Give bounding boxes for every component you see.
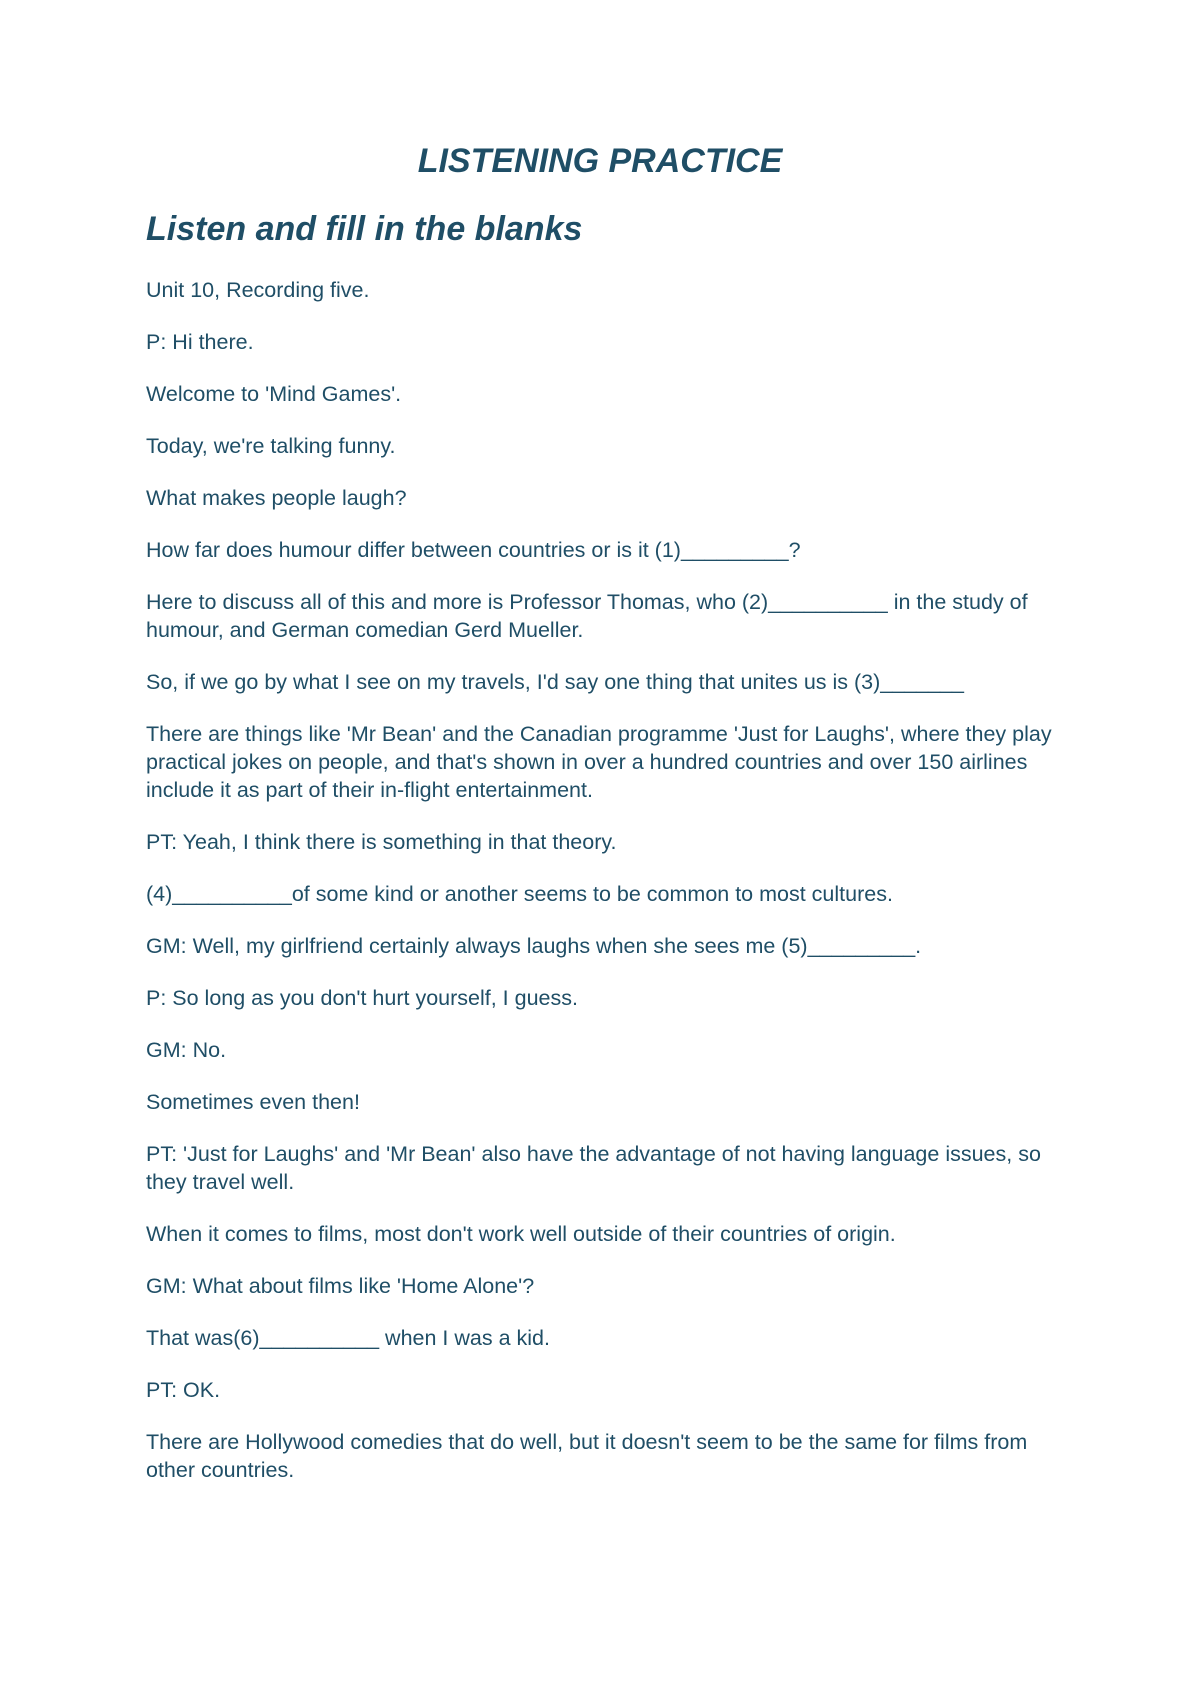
paragraph: PT: Yeah, I think there is something in that theory. — [146, 830, 617, 854]
paragraph: When it comes to films, most don't work well outside of their countries of origin. — [146, 1222, 896, 1246]
paragraph: P: So long as you don't hurt yourself, I guess. — [146, 986, 578, 1010]
paragraph-blank-3: So, if we go by what I see on my travels, I'd say one thing that unites us is (3)_______ — [146, 670, 964, 694]
paragraph: There are Hollywood comedies that do well, but it doesn't seem to be the same for films from other countries. — [146, 1430, 1028, 1482]
paragraph: PT: OK. — [146, 1378, 221, 1402]
paragraph: What makes people laugh? — [146, 486, 407, 510]
paragraph: P: Hi there. — [146, 330, 254, 354]
paragraph-blank-5: GM: Well, my girlfriend certainly always laughs when she sees me (5)_________. — [146, 934, 922, 958]
paragraph: GM: What about films like 'Home Alone'? — [146, 1274, 535, 1298]
paragraph: PT: 'Just for Laughs' and 'Mr Bean' also have the advantage of not having language issues, so they travel well. — [146, 1142, 1041, 1194]
paragraph-blank-1: How far does humour differ between countries or is it (1)_________? — [146, 538, 801, 562]
paragraph: There are things like 'Mr Bean' and the Canadian programme 'Just for Laughs', where they play practical jokes on people, and that's shown in over a hundred countries and over 150 airlines include it as part of their in-flight entertainment. — [146, 722, 1052, 802]
paragraph-blank-6: That was(6)__________ when I was a kid. — [146, 1326, 550, 1350]
paragraph: GM: No. — [146, 1038, 227, 1062]
paragraph: Welcome to 'Mind Games'. — [146, 382, 402, 406]
paragraph-blank-2: Here to discuss all of this and more is Professor Thomas, who (2)__________ in the study of humour, and German comedian Gerd Mueller. — [146, 590, 1028, 642]
paragraph: Sometimes even then! — [146, 1090, 360, 1114]
paragraph-unit-heading: Unit 10, Recording five. — [146, 278, 370, 302]
page-subtitle: Listen and fill in the blanks — [146, 210, 583, 248]
page-title: LISTENING PRACTICE — [417, 142, 783, 180]
paragraph-blank-4: (4)__________of some kind or another seems to be common to most cultures. — [146, 882, 893, 906]
paragraph: Today, we're talking funny. — [146, 434, 396, 458]
transcript-body — [146, 276, 1076, 1508]
